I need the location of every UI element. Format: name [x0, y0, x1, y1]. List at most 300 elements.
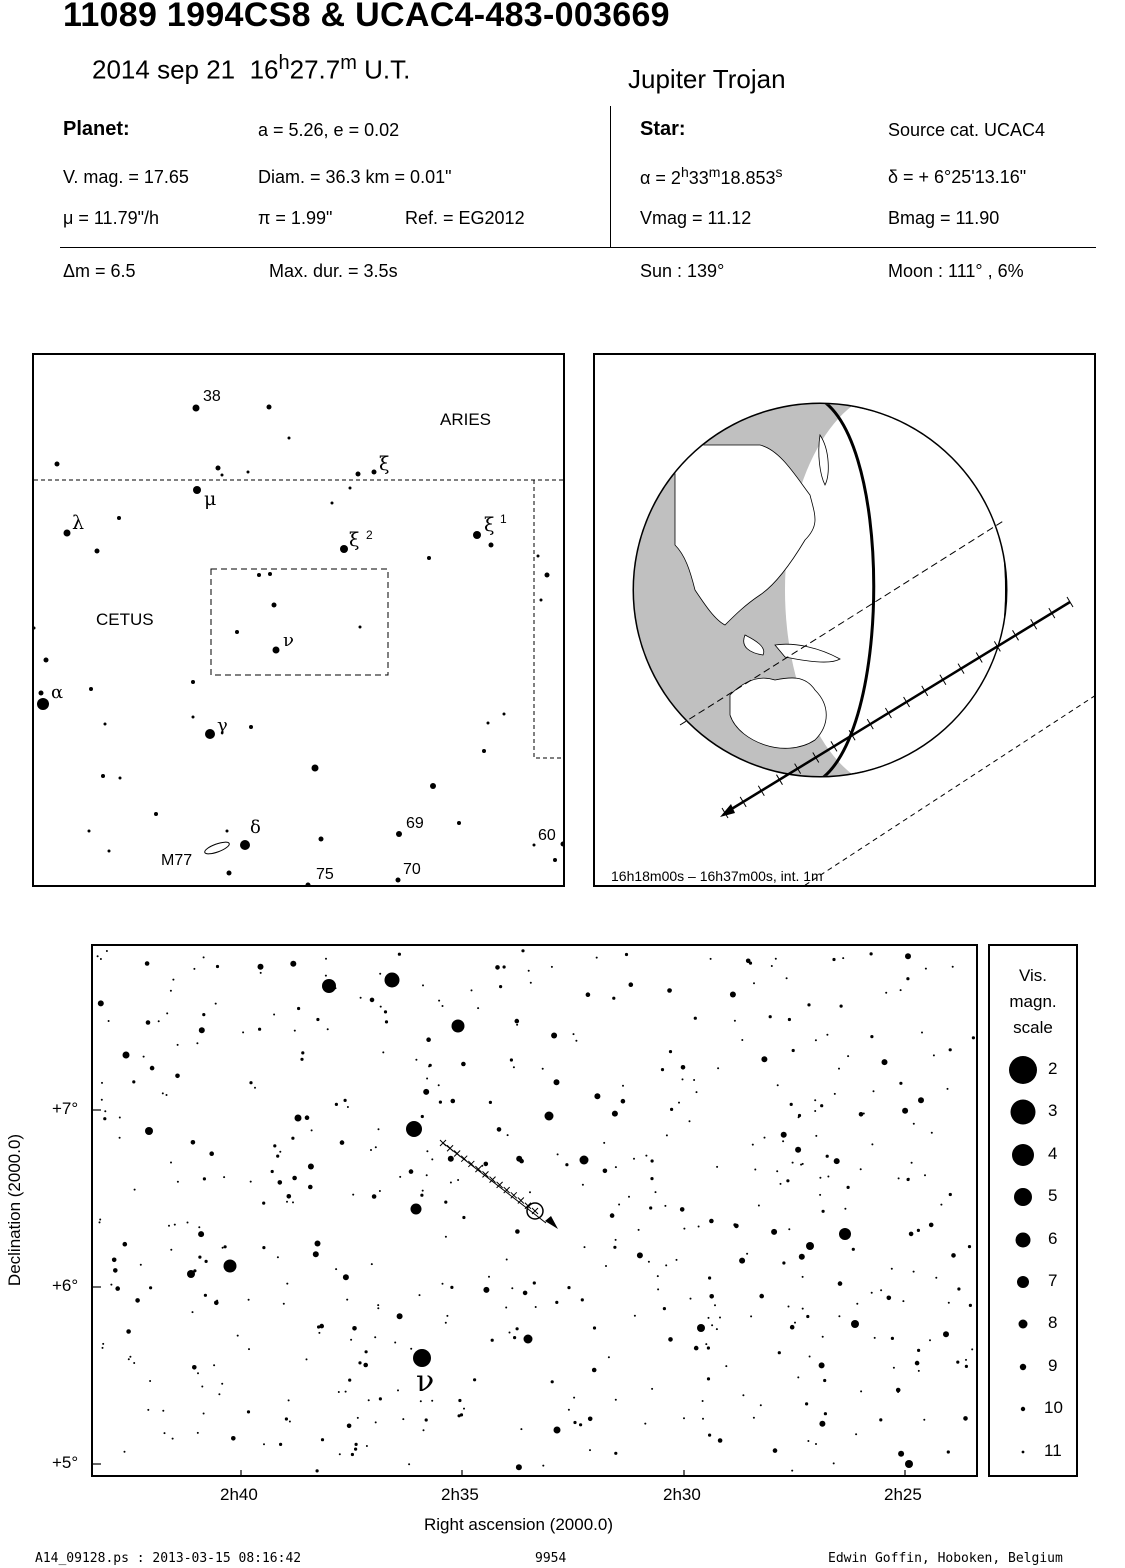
field-star — [528, 970, 530, 972]
field-star — [347, 1106, 349, 1108]
field-star — [592, 1368, 597, 1373]
field-star — [426, 1150, 428, 1152]
field-star — [164, 1432, 166, 1434]
field-star — [520, 1428, 522, 1430]
x-tick-label-2h30: 2h30 — [663, 1485, 701, 1504]
field-star — [788, 1306, 790, 1308]
field-star — [949, 1048, 952, 1051]
field-star — [815, 1443, 817, 1445]
field-star — [856, 1303, 858, 1305]
field-star — [753, 982, 755, 984]
legend-mag-9: 9 — [1048, 1356, 1058, 1375]
field-star — [172, 1438, 174, 1440]
field-star — [567, 1286, 570, 1289]
field-star — [263, 1443, 265, 1445]
field-star — [764, 1137, 766, 1139]
field-star — [513, 1066, 515, 1068]
field-star — [708, 1317, 710, 1319]
field-star — [669, 1050, 672, 1053]
field-star — [579, 1423, 582, 1426]
finder-label-xi2-index: 2 — [366, 528, 373, 542]
field-star — [378, 1128, 380, 1130]
field-star — [760, 1404, 762, 1406]
field-star — [771, 965, 773, 967]
field-star — [802, 1308, 804, 1310]
field-star — [588, 1417, 593, 1422]
field-star — [205, 1260, 208, 1263]
field-star — [899, 1082, 902, 1085]
field-star — [300, 1058, 303, 1061]
field-star — [773, 1448, 778, 1453]
field-star — [289, 1421, 291, 1423]
field-star — [690, 1298, 692, 1300]
field-star — [428, 1065, 430, 1067]
track-direction-arrow-icon — [720, 804, 735, 817]
field-star — [573, 1421, 576, 1424]
field-star — [126, 1329, 131, 1334]
field-star — [586, 992, 591, 997]
field-star — [379, 973, 381, 975]
field-star — [742, 1394, 744, 1396]
field-star — [223, 1176, 225, 1178]
field-star — [885, 992, 887, 994]
field-star — [913, 1271, 915, 1273]
field-star — [621, 1099, 626, 1104]
field-star — [873, 1090, 875, 1092]
field-star — [530, 982, 532, 984]
page-title: 11089 1994CS8 & UCAC4-483-003669 — [63, 0, 670, 34]
field-star — [935, 1277, 937, 1279]
field-star — [198, 1226, 200, 1228]
field-star — [871, 1292, 873, 1294]
field-star — [781, 1132, 787, 1138]
field-star — [149, 1286, 152, 1289]
field-star — [669, 989, 672, 992]
field-star — [237, 1335, 239, 1337]
field-star — [516, 1156, 522, 1162]
field-star — [949, 1193, 952, 1196]
field-star — [719, 1317, 721, 1319]
field-star — [929, 1223, 934, 1228]
finder-label-70: 70 — [403, 861, 421, 878]
field-star — [741, 1039, 743, 1041]
field-star — [166, 1094, 168, 1096]
field-star — [132, 1080, 135, 1083]
field-star — [394, 1342, 396, 1344]
field-star — [918, 1370, 920, 1372]
field-star — [375, 1146, 377, 1148]
field-star — [222, 1247, 224, 1249]
field-star — [665, 1264, 667, 1266]
star-declination: δ = + 6°25'13.16" — [888, 167, 1027, 187]
legend-dot-10 — [1021, 1407, 1025, 1411]
field-star — [294, 1030, 296, 1032]
finder-label-69: 69 — [406, 815, 424, 832]
legend-dot-9 — [1020, 1364, 1026, 1370]
object-class: Jupiter Trojan — [628, 64, 786, 94]
field-star — [150, 1066, 155, 1071]
field-star — [777, 1084, 779, 1086]
field-star — [366, 1445, 368, 1447]
field-star — [420, 1194, 423, 1197]
field-star — [473, 1378, 476, 1381]
field-star — [859, 1112, 864, 1117]
field-star — [554, 1079, 560, 1085]
globe-panel — [593, 353, 1096, 887]
field-star — [101, 1099, 103, 1101]
field-star — [676, 1259, 678, 1261]
finder-chart — [32, 353, 565, 887]
field-star — [340, 1140, 345, 1145]
planet-diameter: Diam. = 36.3 km = 0.01" — [258, 167, 452, 187]
field-star — [645, 1155, 647, 1157]
planet-vmag: V. mag. = 17.65 — [63, 167, 189, 187]
field-star — [855, 1433, 857, 1435]
field-star — [814, 1110, 816, 1112]
field-star — [203, 956, 205, 958]
field-star — [557, 1153, 559, 1155]
field-star — [758, 1205, 760, 1207]
field-star — [358, 1361, 361, 1364]
field-star — [879, 1418, 882, 1421]
field-star — [714, 1304, 716, 1306]
field-star — [277, 1256, 279, 1258]
field-star — [484, 1162, 489, 1167]
y-tick-label-7: +7° — [52, 1099, 79, 1118]
field-star — [523, 1291, 528, 1296]
m77-galaxy-icon — [203, 840, 230, 856]
field-star — [815, 1039, 817, 1041]
field-star — [707, 1346, 710, 1349]
field-star — [603, 1169, 608, 1174]
field-star — [204, 1294, 207, 1297]
field-star — [615, 1399, 617, 1401]
field-star — [187, 1222, 189, 1224]
field-star — [97, 955, 99, 957]
field-star — [422, 984, 424, 986]
field-star — [819, 1194, 821, 1196]
field-star — [106, 950, 108, 952]
legend-title-line1: Vis. — [1018, 966, 1048, 985]
field-star — [637, 1252, 643, 1258]
field-star — [352, 1194, 354, 1196]
field-star — [709, 1294, 714, 1299]
field-star — [799, 1254, 805, 1260]
field-star — [814, 1099, 816, 1101]
field-star — [612, 997, 615, 1000]
field-star — [113, 1268, 118, 1273]
field-star — [306, 1358, 308, 1360]
field-star — [972, 1036, 975, 1039]
field-star — [819, 1362, 825, 1368]
field-star — [797, 1376, 799, 1378]
field-star — [615, 1239, 617, 1241]
field-star — [506, 1259, 508, 1261]
field-star — [451, 1099, 456, 1104]
field-star — [573, 1397, 575, 1399]
field-star — [196, 1042, 198, 1044]
field-star — [426, 1174, 428, 1176]
field-star — [618, 1204, 620, 1206]
field-star — [262, 1246, 265, 1249]
legend-mag-10: 10 — [1044, 1398, 1063, 1417]
field-star — [108, 1020, 110, 1022]
field-star — [718, 1438, 723, 1443]
field-star — [352, 1326, 357, 1331]
field-star — [420, 1400, 422, 1402]
field-star — [807, 1440, 809, 1442]
field-star — [462, 1216, 465, 1219]
field-star — [124, 1451, 126, 1453]
star-source: Source cat. UCAC4 — [888, 120, 1046, 140]
event-date: 2014 sep 21 — [92, 54, 236, 85]
field-star — [316, 1018, 319, 1021]
field-star — [438, 1000, 440, 1002]
field-star — [628, 1196, 630, 1198]
field-star — [247, 1410, 250, 1413]
field-star — [771, 1229, 777, 1235]
detail-star-chart — [91, 944, 978, 1477]
field-star — [782, 1140, 784, 1142]
finder-label-xi1: ξ — [484, 514, 495, 536]
new-zealand-landmass — [893, 765, 904, 795]
field-star — [752, 1144, 754, 1146]
field-star — [221, 1383, 223, 1385]
field-star — [565, 1163, 568, 1166]
field-star — [798, 1114, 801, 1117]
field-star — [555, 1301, 558, 1304]
field-star — [795, 1147, 801, 1153]
field-star — [827, 1176, 829, 1178]
field-star — [603, 1142, 605, 1144]
field-star — [199, 1027, 205, 1033]
field-star — [377, 1304, 379, 1306]
field-star — [483, 1287, 489, 1293]
field-star — [192, 1311, 194, 1313]
asteroid-path-time-marks — [440, 1140, 538, 1214]
field-star — [370, 998, 375, 1003]
field-star — [535, 1306, 537, 1308]
legend-dot-7 — [1017, 1276, 1029, 1288]
field-star — [698, 1226, 700, 1228]
field-star — [596, 957, 598, 959]
field-star — [663, 1307, 666, 1310]
field-star — [254, 1087, 256, 1089]
field-star — [778, 1351, 781, 1354]
finder-label-38: 38 — [203, 388, 221, 405]
field-star — [162, 1410, 164, 1412]
field-star — [823, 1379, 826, 1382]
field-star — [249, 1081, 252, 1084]
finder-label-75: 75 — [316, 866, 334, 883]
field-star — [670, 1108, 673, 1111]
footer-page-id: 9954 — [535, 1551, 567, 1566]
field-star — [325, 958, 327, 960]
field-star — [809, 1356, 811, 1358]
field-star — [202, 1013, 205, 1016]
field-star — [905, 953, 911, 959]
field-star — [753, 1417, 755, 1419]
globe-time-caption: 16h18m00s – 16h37m00s, int. 1m — [611, 868, 823, 884]
field-star — [499, 985, 502, 988]
x-tick-label-2h25: 2h25 — [884, 1485, 922, 1504]
legend-dot-4 — [1012, 1144, 1034, 1166]
field-star — [761, 1056, 767, 1062]
field-star — [931, 1132, 933, 1134]
field-star — [99, 1221, 101, 1223]
field-star — [802, 1276, 804, 1278]
header-horizontal-divider — [60, 247, 1096, 248]
legend-mag-5: 5 — [1048, 1186, 1058, 1205]
field-star — [775, 958, 777, 960]
field-star — [575, 1040, 577, 1042]
field-star — [315, 1241, 321, 1247]
field-star — [529, 1191, 531, 1193]
field-star — [260, 972, 262, 974]
field-star — [790, 1325, 795, 1330]
field-star — [965, 1365, 968, 1368]
field-star — [943, 1331, 949, 1337]
field-star — [215, 1003, 217, 1005]
field-star — [292, 1201, 294, 1203]
legend-dot-6 — [1016, 1233, 1031, 1248]
field-star — [826, 1155, 829, 1158]
field-star — [145, 961, 150, 966]
ra-prefix: α = 2 — [640, 168, 681, 188]
field-star — [709, 1219, 714, 1224]
field-star — [495, 965, 500, 970]
field-star — [439, 1101, 442, 1104]
field-star — [833, 1462, 835, 1464]
field-star — [957, 1287, 960, 1290]
legend-title-line2: magn. — [1009, 992, 1057, 1011]
field-star — [445, 1322, 447, 1324]
field-star — [321, 1438, 324, 1441]
field-star — [102, 1343, 104, 1345]
field-star — [379, 1190, 381, 1192]
field-star — [794, 1322, 796, 1324]
field-star — [446, 1315, 448, 1317]
field-star — [445, 1236, 447, 1238]
field-star — [806, 1315, 809, 1318]
field-star — [882, 1059, 888, 1065]
field-star — [316, 1469, 319, 1472]
field-star — [371, 1263, 373, 1265]
field-star — [693, 1079, 695, 1081]
event-minute: 27.7 — [289, 54, 341, 85]
field-star — [610, 1213, 615, 1218]
field-star — [425, 1418, 428, 1421]
field-star — [216, 1300, 218, 1302]
field-star — [379, 1397, 382, 1400]
field-star — [840, 1005, 843, 1008]
field-star — [622, 1085, 624, 1087]
field-star — [170, 1249, 172, 1251]
field-star — [286, 1283, 288, 1285]
legend-dot-3 — [1011, 1100, 1036, 1125]
field-star — [969, 1304, 972, 1307]
field-star — [734, 1224, 739, 1229]
field-star — [521, 949, 524, 952]
bright-stars — [123, 973, 914, 1469]
field-star — [860, 1168, 862, 1170]
field-star — [276, 1155, 279, 1158]
field-star — [792, 1162, 794, 1164]
field-star — [351, 1453, 354, 1456]
field-star — [838, 1068, 840, 1070]
field-star — [426, 1078, 428, 1080]
finder-label-alpha: α — [51, 682, 64, 703]
field-star — [101, 1082, 103, 1084]
field-star — [360, 997, 362, 999]
field-star — [689, 1120, 691, 1122]
field-star — [551, 1380, 554, 1383]
field-star — [177, 1181, 179, 1183]
field-star — [273, 1144, 276, 1147]
field-star — [209, 1151, 214, 1156]
field-star — [457, 1179, 459, 1181]
field-star — [308, 1185, 313, 1190]
field-star — [175, 1074, 180, 1079]
field-star — [948, 1302, 950, 1304]
detail-chart-svg — [93, 946, 978, 1477]
field-star — [634, 1315, 636, 1317]
field-star — [581, 1298, 584, 1301]
field-star — [906, 977, 909, 980]
field-star — [925, 968, 927, 970]
field-star — [702, 1400, 704, 1402]
field-star — [582, 1184, 584, 1186]
field-star — [250, 1181, 252, 1183]
field-star — [730, 992, 736, 998]
field-star — [900, 989, 902, 991]
field-star — [516, 1024, 518, 1026]
field-star — [568, 1409, 570, 1411]
path-time-mark — [461, 1156, 467, 1162]
field-star — [146, 1020, 151, 1025]
field-star — [147, 1409, 149, 1411]
finder-label-m77: M77 — [161, 852, 193, 869]
legend-mag-11: 11 — [1044, 1441, 1062, 1460]
star-vmag: Vmag = 11.12 — [640, 208, 752, 228]
field-star — [792, 1049, 795, 1052]
field-star — [140, 1264, 142, 1266]
field-star — [491, 1339, 494, 1342]
field-star — [716, 1166, 718, 1168]
field-star — [824, 1412, 827, 1415]
field-star — [924, 1174, 926, 1176]
x-tick-label-2h40: 2h40 — [220, 1485, 258, 1504]
finder-label-delta: δ — [250, 817, 261, 838]
field-star — [313, 1251, 319, 1257]
field-star — [285, 1417, 288, 1420]
field-star — [286, 1201, 288, 1203]
field-star — [947, 1088, 949, 1090]
field-star — [318, 1332, 320, 1334]
minute-unit: m — [340, 52, 357, 74]
field-star — [262, 1202, 265, 1205]
field-star — [863, 1113, 865, 1115]
field-star — [515, 1019, 520, 1024]
x-tick-label-2h35: 2h35 — [441, 1485, 479, 1504]
finder-label-xi1-index: 1 — [500, 512, 507, 526]
path-time-mark — [518, 1198, 524, 1204]
field-star — [370, 1149, 372, 1151]
field-star — [279, 1443, 282, 1446]
legend-mag-6: 6 — [1048, 1229, 1058, 1248]
field-star — [898, 1451, 904, 1457]
field-star — [594, 1093, 600, 1099]
